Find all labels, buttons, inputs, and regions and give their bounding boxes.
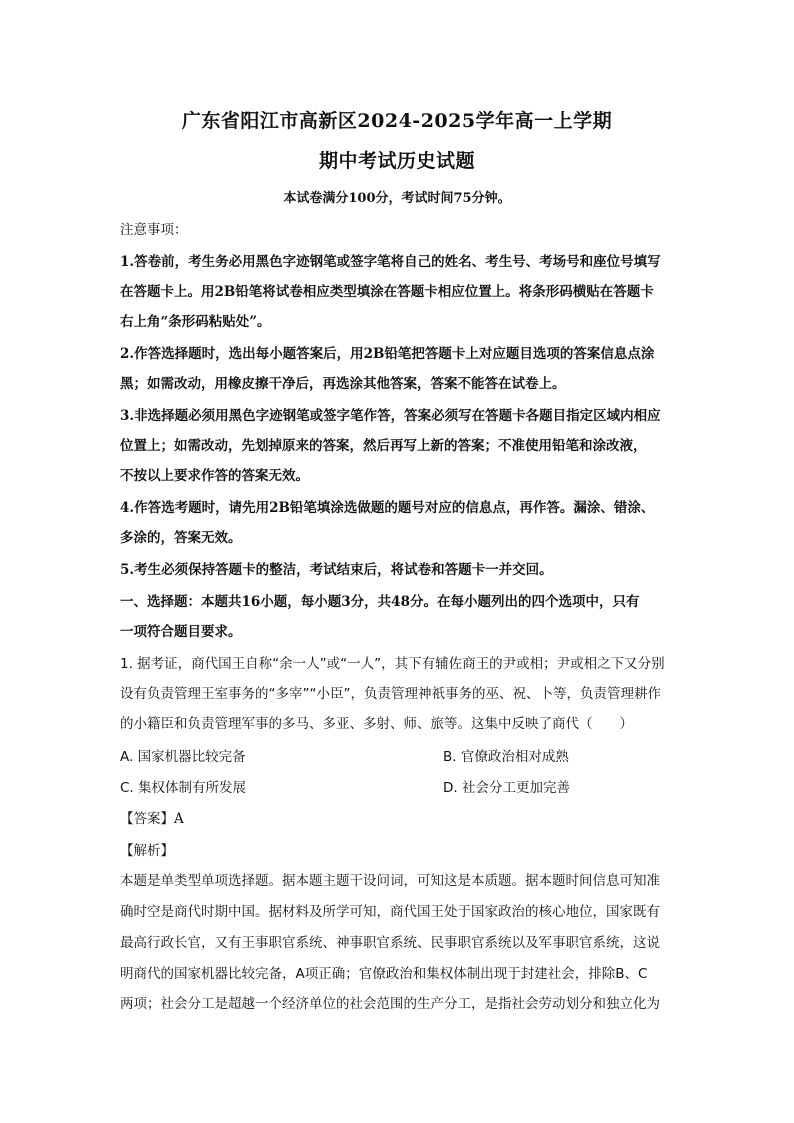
- exam-title-line-2: 期中考试历史试题: [318, 150, 475, 172]
- note-line: 1.答卷前，考生务必用黑色字迹钢笔或签字笔将自己的姓名、考生号、考场号和座位号填写: [120, 254, 661, 270]
- exam-title-line-1: 广东省阳江市高新区2024-2025学年高一上学期: [181, 110, 613, 132]
- note-line: 右上角“条形码粘贴处”。: [120, 314, 271, 330]
- option-c: C. 集权体制有所发展: [120, 780, 247, 796]
- exam-subtitle: 本试卷满分100分，考试时间75分钟。: [283, 191, 511, 206]
- note-line: 黑；如需改动，用橡皮擦干净后，再选涂其他答案，答案不能答在试卷上。: [120, 376, 566, 392]
- note-line: 位置上；如需改动，先划掉原来的答案，然后再写上新的答案；不准使用铅笔和涂改液，: [120, 438, 647, 454]
- note-line: 在答题卡上。用2B铅笔将试卷相应类型填涂在答题卡相应位置上。将条形码横贴在答题卡: [120, 284, 654, 300]
- option-d: D. 社会分工更加完善: [443, 780, 570, 796]
- note-line: 3.非选择题必须用黑色字迹钢笔或签字笔作答，答案必须写在答题卡各题目指定区域内相应: [120, 408, 661, 424]
- section-heading-line-1: 一、选择题：本题共16小题，每小题3分，共48分。在每小题列出的四个选项中，只有: [120, 594, 640, 610]
- analysis-line: 确时空是商代时期中国。据材料及所学可知，商代国王处于国家政治的核心地位，国家既有: [120, 904, 660, 920]
- answer-line: 【答案】A: [120, 811, 184, 827]
- analysis-line: 本题是单类型单项选择题。据本题主题干设问词，可知这是本质题。据本题时间信息可知准: [120, 873, 660, 889]
- analysis-line: 明商代的国家机器比较完备，A项正确；官僚政治和集权体制出现于封建社会，排除B、C: [120, 966, 648, 982]
- analysis-label: 【解析】: [120, 843, 174, 859]
- question-1-stem-line: 的小籍臣和负责管理军事的多马、多亚、多射、师、旅等。这集中反映了商代（ ）: [120, 716, 633, 732]
- analysis-line: 两项；社会分工是超越一个经济单位的社会范围的生产分工，是指社会劳动划分和独立化为: [120, 996, 660, 1012]
- section-heading-line-2: 一项符合题目要求。: [120, 624, 242, 640]
- question-1-stem-line: 设有负责管理王室事务的“多宰”“小臣”，负责管理神祇事务的巫、祝、卜等，负责管理耕作: [120, 686, 661, 702]
- note-line: 4.作答选考题时，请先用2B铅笔填涂选做题的题号对应的信息点，再作答。漏涂、错涂、: [120, 500, 655, 516]
- note-line: 2.作答选择题时，选出每小题答案后，用2B铅笔把答题卡上对应题目选项的答案信息点涂: [120, 346, 655, 362]
- analysis-line: 最高行政长官，又有王事职官系统、神事职官系统、民事职官系统以及军事职官系统，这说: [120, 935, 660, 951]
- note-line: 5.考生必须保持答题卡的整洁，考试结束后，将试卷和答题卡一并交回。: [120, 562, 553, 578]
- notes-heading: 注意事项：: [120, 222, 188, 238]
- question-1-stem-line: 1. 据考证，商代国王自称“余一人”或“一人”，其下有辅佐商王的尹或相；尹或相之下又分别: [120, 656, 665, 672]
- note-line: 多涂的，答案无效。: [120, 530, 242, 546]
- option-b: B. 官僚政治相对成熟: [443, 749, 569, 765]
- option-a: A. 国家机器比较完备: [120, 749, 246, 765]
- note-line: 不按以上要求作答的答案无效。: [120, 468, 309, 484]
